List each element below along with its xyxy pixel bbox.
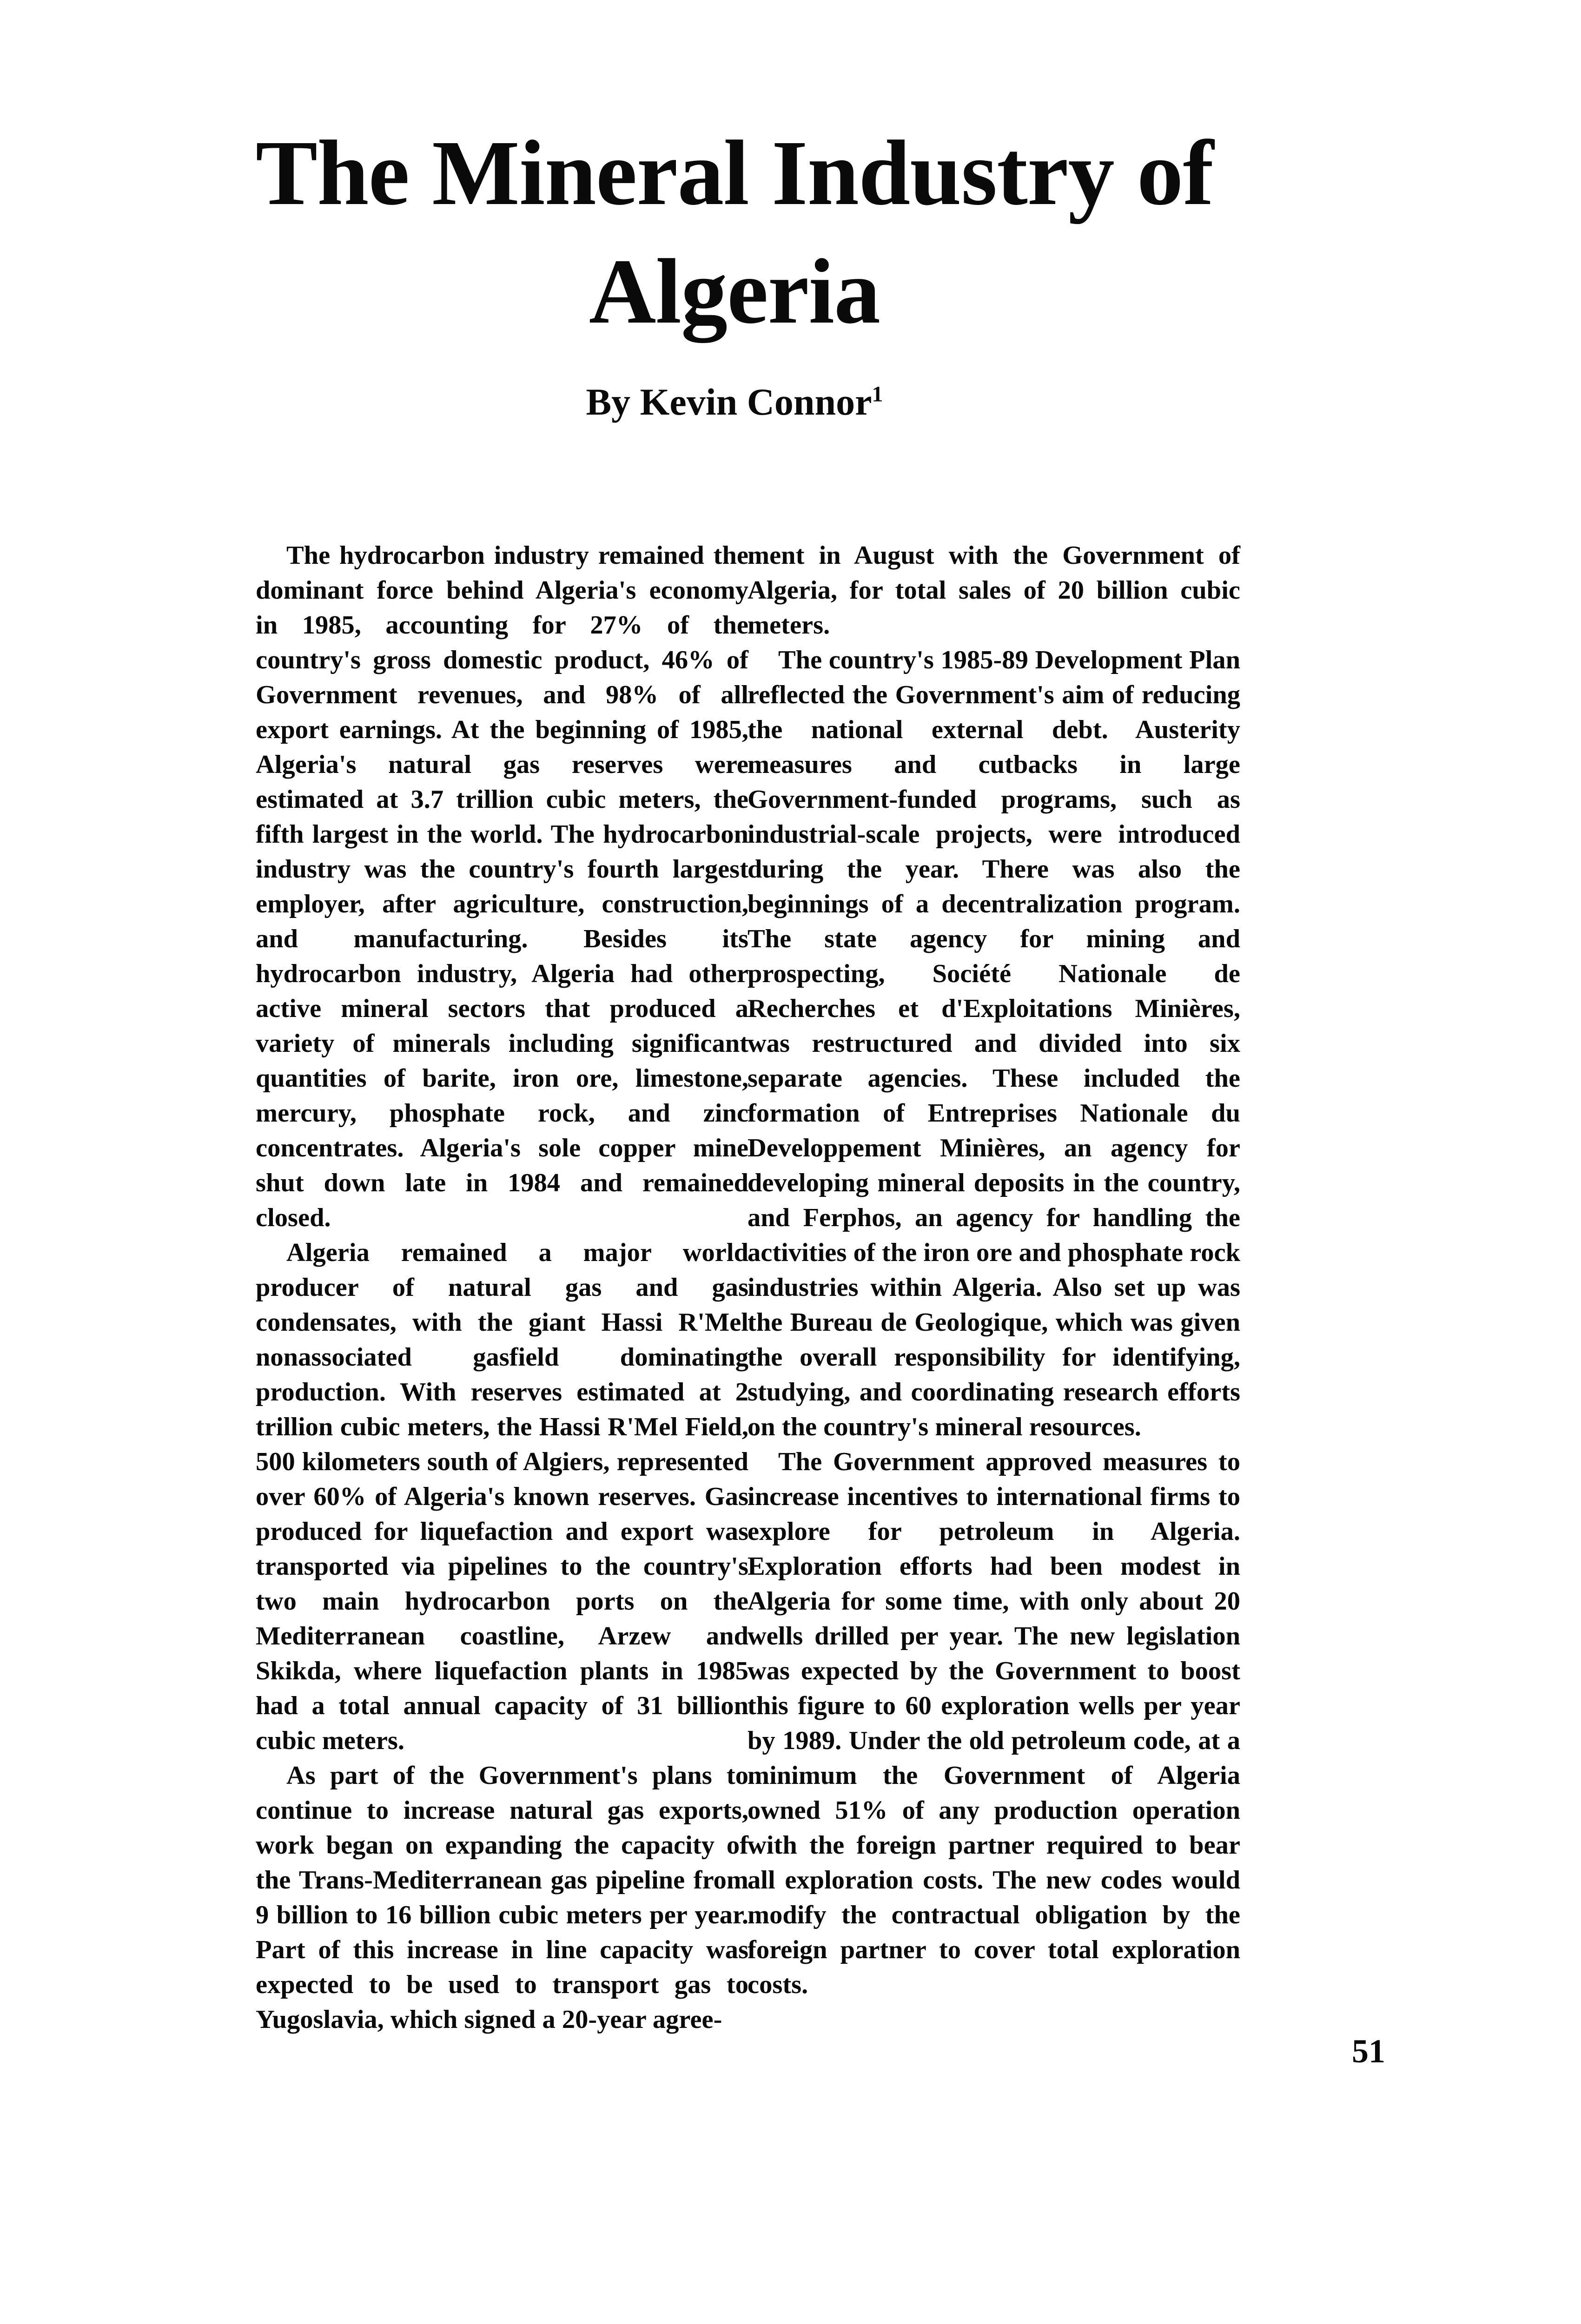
- article-title: [139, 114, 1330, 351]
- paragraph-gas-exports: As part of the Government's plans to continue to increase natural gas exports, work began on expanding the capacity of the Trans-Mediterranean gas pipeline from 9 billion to 16 billion cubic meters per year. Part of this increase in line capacity was expected to be used to transport gas to Yugoslavia, which signed a 20-year agree-: [256, 1761, 748, 2034]
- title-line-2: Algeria: [589, 240, 880, 343]
- title-line-1: The Mineral Industry of: [255, 122, 1214, 224]
- paragraph-hydrocarbon-industry: The hydrocarbon industry remained the dominant force behind Algeria's economy in 1985, accounting for 27% of the country's gross domestic product, 46% of Government revenues, and 98% of all export earnings. At the beginning of 1985, Algeria's natural gas reserves were estimated at 3.7 trillion cubic meters, the fifth largest in the world. The hydrocarbon industry was the country's fourth largest employer, after agriculture, construction, and manufacturing. Besides its hydrocarbon industry, Algeria had other active mineral sectors that produced a variety of minerals including significant quantities of barite, iron ore, limestone, mercury, phosphate rock, and zinc concentrates. Algeria's sole copper mine shut down late in 1984 and remained closed.: [256, 541, 748, 1232]
- footnote-mark: 1: [872, 382, 883, 407]
- right-column: [748, 538, 1240, 2002]
- author-byline: [139, 379, 1330, 425]
- author-name: By Kevin Connor: [586, 381, 872, 423]
- left-column: [256, 538, 748, 2037]
- paragraph-continuation: ment in August with the Government of Algeria, for total sales of 20 billion cubic meters.: [748, 541, 1240, 640]
- paragraph-natural-gas-production: Algeria remained a major world producer of natural gas and gas condensates, with the giant Hassi R'Mel nonassociated gasfield dominating production. With reserves estimated at 2 trillion cubic meters, the Hassi R'Mel Field, 500 kilometers south of Algiers, represented over 60% of Algeria's known reserves. Gas produced for liquefaction and export was transported via pipelines to the country's two main hydrocarbon ports on the Mediterranean coastline, Arzew and Skikda, where liquefaction plants in 1985 had a total annual capacity of 31 billion cubic meters.: [256, 1238, 748, 1755]
- paragraph-development-plan: The country's 1985-89 Development Plan reflected the Government's aim of reducing the national external debt. Austerity measures and cutbacks in large Government-funded programs, such as industrial-scale projects, were introduced during the year. There was also the beginnings of a decentralization program. The state agency for mining and prospecting, Société Nationale de Recherches et d'Exploitations Minières, was restructured and divided into six separate agencies. These included the formation of Entreprises Nationale du Developpement Minières, an agency for developing mineral deposits in the country, and Ferphos, an agency for handling the activities of the iron ore and phosphate rock industries within Algeria. Also set up was the Bureau de Geologique, which was given the overall responsibility for identifying, studying, and coordinating research efforts on the country's mineral resources.: [748, 646, 1240, 1441]
- page-number: 51: [1352, 2033, 1385, 2070]
- paragraph-exploration-incentives: The Government approved measures to increase incentives to international firms to explore for petroleum in Algeria. Exploration efforts had been modest in Algeria for some time, with only about 20 wells drilled per year. The new legislation was expected by the Government to boost this figure to 60 exploration wells per year by 1989. Under the old petroleum code, at a minimum the Government of Algeria owned 51% of any production operation with the foreign partner required to bear all exploration costs. The new codes would modify the contractual obligation by the foreign partner to cover total exploration costs.: [748, 1447, 1240, 1999]
